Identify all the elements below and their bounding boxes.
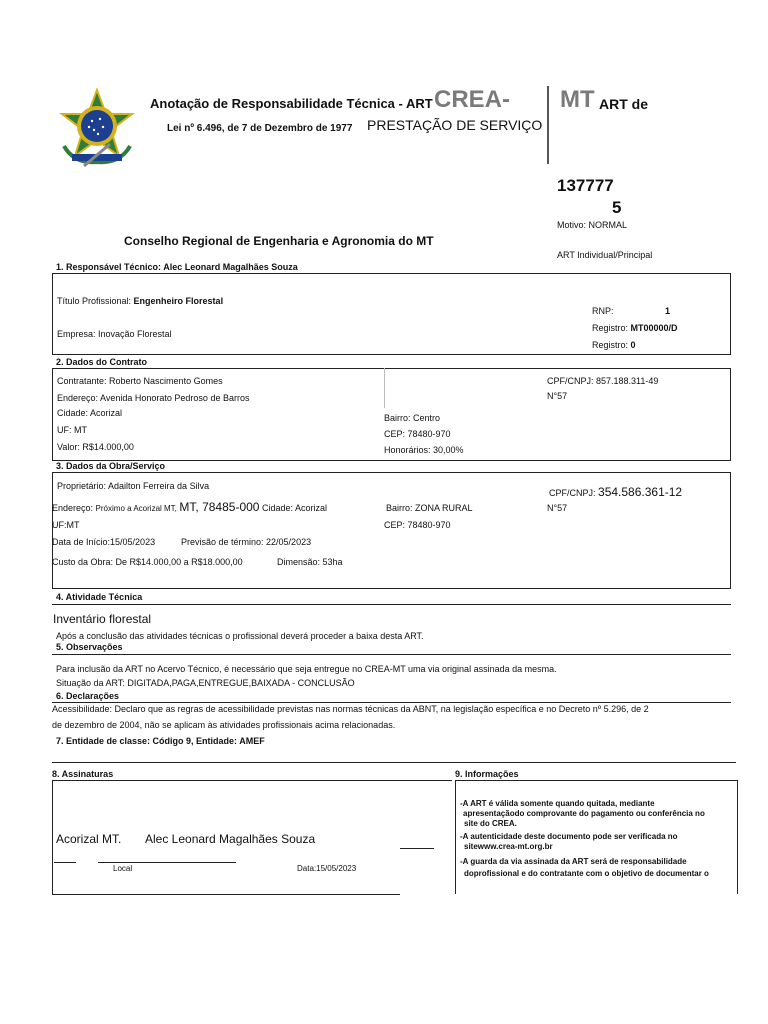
obra-cpf: CPF/CNPJ: 354.586.361-12 bbox=[549, 485, 683, 499]
contrato-cidade: Cidade: Acorizal bbox=[57, 408, 123, 418]
atividade-nota: Após a conclusão das atividades técnicas o profissional deverá proceder a baixa desta ART. bbox=[56, 631, 424, 641]
signature-place: Acorizal MT. bbox=[56, 832, 122, 846]
section5-rule bbox=[52, 654, 731, 655]
motivo: Motivo: NORMAL bbox=[557, 220, 628, 230]
section8-left-border bbox=[52, 780, 53, 894]
contrato-numero: N°57 bbox=[547, 391, 568, 401]
info-3: -A guarda da via assinada da ART será de responsabilidade doprofissional e do contratante com o objetivo de documentar o bbox=[460, 857, 709, 878]
council-name: Conselho Regional de Engenharia e Agronomia do MT bbox=[124, 234, 434, 248]
declaracao-2: de dezembro de 2004, não se aplicam às atividades profissionais acima relacionadas. bbox=[52, 720, 396, 730]
place-underline-short bbox=[54, 862, 76, 863]
observacao-1: Para inclusão da ART no Acervo Técnico, é necessário que seja entregue no CREA-MT uma via original assinada da mesma. bbox=[56, 664, 557, 674]
art-number-line1: 137777 bbox=[557, 176, 614, 195]
section2-divider bbox=[384, 368, 385, 408]
obra-bairro: Bairro: ZONA RURAL bbox=[386, 503, 473, 513]
section2-heading: 2. Dados do Contrato bbox=[56, 357, 148, 367]
obra-numero: N°57 bbox=[547, 503, 568, 513]
contrato-valor: Valor: R$14.000,00 bbox=[57, 442, 134, 452]
signature-line bbox=[98, 862, 236, 863]
contratante-cpf: CPF/CNPJ: 857.188.311-49 bbox=[547, 376, 659, 386]
obra-inicio: Data de Início:15/05/2023 bbox=[52, 537, 156, 547]
proprietario: Proprietário: Adailton Ferreira da Silva bbox=[57, 481, 210, 491]
section4-rule bbox=[52, 604, 731, 605]
info-1: -A ART é válida somente quando quitada, mediante apresentaçãodo comprovante do pagamento ou conferência no site do CREA. bbox=[460, 799, 705, 828]
observacao-2: Situação da ART: DIGITADA,PAGA,ENTREGUE,BAIXADA - CONCLUSÃO bbox=[56, 678, 355, 688]
registro-2: Registro: 0 bbox=[592, 340, 636, 350]
obra-endereco: Endereço: Próximo a Acorizal MT, MT, 78485-000 Cidade: Acorizal bbox=[52, 500, 328, 514]
section5-heading: 5. Observações bbox=[56, 642, 123, 652]
mt-label: MT bbox=[560, 86, 595, 113]
date-label: Data:15/05/2023 bbox=[297, 864, 357, 873]
section6-heading: 6. Declarações bbox=[56, 691, 120, 701]
rnp-value: 1 bbox=[665, 306, 671, 316]
signatures-top-rule bbox=[52, 762, 736, 763]
contrato-bairro: Bairro: Centro bbox=[384, 413, 441, 423]
section9-heading: 9. Informações bbox=[455, 769, 519, 779]
crea-label: CREA- bbox=[434, 86, 510, 113]
obra-previsao: Previsão de término: 22/05/2023 bbox=[181, 537, 312, 547]
art-number-line2: 5 bbox=[612, 198, 622, 217]
section8-heading: 8. Assinaturas bbox=[52, 769, 114, 779]
obra-custo: Custo da Obra: De R$14.000,00 a R$18.000,00 bbox=[52, 557, 243, 567]
law-reference: Lei nº 6.496, de 7 de Dezembro de 1977 bbox=[167, 123, 353, 134]
contrato-endereco: Endereço: Avenida Honorato Pedroso de Barros bbox=[57, 393, 250, 403]
obra-uf: UF:MT bbox=[52, 520, 80, 530]
titulo-profissional: Título Profissional: Engenheiro Florestal bbox=[57, 296, 224, 306]
header-divider bbox=[547, 86, 549, 164]
empresa: Empresa: Inovação Florestal bbox=[57, 329, 172, 339]
art-de-label: ART de bbox=[599, 96, 648, 112]
service-type: PRESTAÇÃO DE SERVIÇO bbox=[367, 117, 543, 133]
section1-heading: 1. Responsável Técnico: Alec Leonard Magalhães Souza bbox=[56, 262, 298, 272]
contrato-cep: CEP: 78480-970 bbox=[384, 429, 451, 439]
info-2: -A autenticidade deste documento pode ser verificada no sitewww.crea-mt.org.br bbox=[460, 832, 678, 851]
section3-heading: 3. Dados da Obra/Serviço bbox=[56, 461, 166, 471]
obra-cep: CEP: 78480-970 bbox=[384, 520, 451, 530]
atividade-tecnica: Inventário florestal bbox=[53, 612, 152, 626]
document-title: Anotação de Responsabilidade Técnica - ART bbox=[150, 96, 433, 111]
declaracao-1: Acessibilidade: Declaro que as regras de acessibilidade previstas nas normas técnicas da ABNT, na legislação específica e no Decreto nº 5.296, de 2 bbox=[52, 704, 649, 714]
art-type: ART Individual/Principal bbox=[557, 250, 653, 260]
section6-rule bbox=[52, 702, 731, 703]
contrato-honorarios: Honorários: 30,00% bbox=[384, 445, 464, 455]
contratante: Contratante: Roberto Nascimento Gomes bbox=[57, 376, 223, 386]
local-label: Local bbox=[113, 864, 133, 873]
section7-heading: 7. Entidade de classe: Código 9, Entidade: AMEF bbox=[56, 736, 265, 746]
section8-rule bbox=[52, 780, 452, 781]
section4-heading: 4. Atividade Técnica bbox=[56, 592, 143, 602]
obra-dimensao: Dimensão: 53ha bbox=[277, 557, 343, 567]
registro: Registro: MT00000/D bbox=[592, 323, 678, 333]
brazil-coat-of-arms-icon bbox=[54, 88, 140, 168]
date-line bbox=[400, 848, 434, 849]
section8-bottom-rule bbox=[52, 894, 400, 895]
rnp-label: RNP: bbox=[592, 306, 614, 316]
contrato-uf: UF: MT bbox=[57, 425, 87, 435]
signer-name: Alec Leonard Magalhães Souza bbox=[145, 832, 316, 846]
